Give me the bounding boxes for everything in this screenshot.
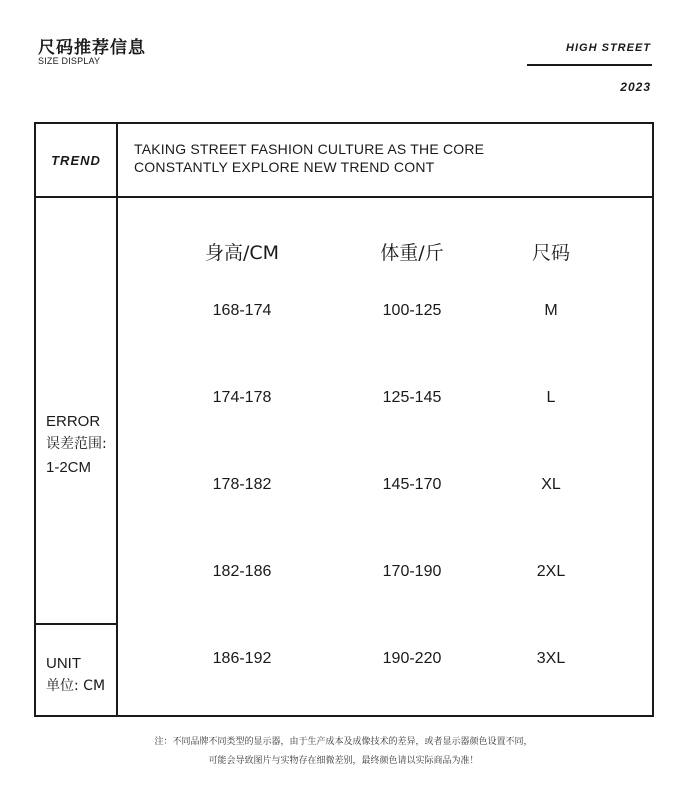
row-1-size: M xyxy=(544,302,558,319)
column-header-height: 身高/CM xyxy=(204,242,280,264)
row-4-height: 182-186 xyxy=(212,563,272,580)
unit-note xyxy=(46,652,105,698)
error-label-en: ERROR xyxy=(46,413,101,430)
column-header-size: 尺码 xyxy=(531,242,570,264)
year-label: 2023 xyxy=(620,80,651,94)
row-3-height: 178-182 xyxy=(212,476,272,493)
table-vertical-divider xyxy=(116,124,118,715)
brand-label: HIGH STREET xyxy=(566,42,651,54)
column-header-weight: 体重/斤 xyxy=(380,242,444,264)
brand-divider xyxy=(527,64,652,66)
table-header-divider xyxy=(36,196,652,198)
row-2-height: 174-178 xyxy=(212,389,272,406)
row-1-height: 168-174 xyxy=(212,302,272,319)
page-title: 尺码推荐信息 xyxy=(38,38,146,58)
row-1-weight: 100-125 xyxy=(382,302,442,319)
row-2-weight: 125-145 xyxy=(382,389,442,406)
footnote-line-1: 注：不同品牌不同类型的显示器，由于生产成本及成像技术的差异，或者显示器颜色设置不同， xyxy=(154,737,533,747)
slogan-line-1: TAKING STREET FASHION CULTURE AS THE CORE xyxy=(134,141,485,157)
row-5-weight: 190-220 xyxy=(382,650,442,667)
trend-label: TREND xyxy=(51,152,101,168)
table-unit-divider xyxy=(36,623,116,625)
page-subtitle: SIZE DISPLAY xyxy=(38,56,101,66)
slogan xyxy=(134,140,484,176)
row-5-size: 3XL xyxy=(536,650,566,667)
row-2-size: L xyxy=(546,389,556,406)
error-note xyxy=(46,410,107,479)
size-table xyxy=(34,122,654,717)
slogan-line-2: CONSTANTLY EXPLORE NEW TREND CONT xyxy=(134,159,435,175)
row-3-size: XL xyxy=(541,476,561,493)
row-4-size: 2XL xyxy=(536,563,566,580)
row-4-weight: 170-190 xyxy=(382,563,442,580)
error-label-zh: 误差范围: xyxy=(46,436,107,452)
error-value: 1-2CM xyxy=(46,459,92,476)
footnote-line-2: 可能会导致图片与实物存在细微差别，最终颜色请以实际商品为准！ xyxy=(208,756,479,766)
unit-label-zh: 单位: CM xyxy=(46,678,106,694)
row-3-weight: 145-170 xyxy=(382,476,442,493)
unit-label-en: UNIT xyxy=(46,655,81,672)
row-5-height: 186-192 xyxy=(212,650,272,667)
